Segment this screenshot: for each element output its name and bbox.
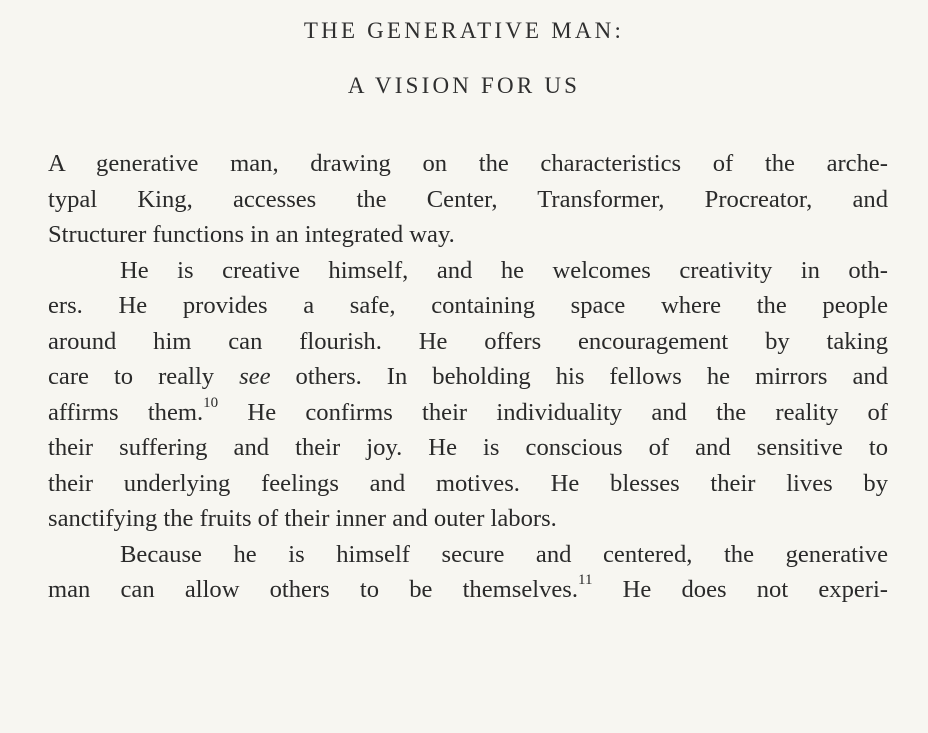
- line-text: affirms them.: [48, 398, 204, 426]
- footnote-marker-11: 11: [578, 572, 593, 588]
- paragraph-2-line-8: sanctifying the fruits of their inner and outer labors.: [48, 505, 557, 532]
- line-text: care to really: [48, 363, 240, 390]
- line-text: He does not experi-: [592, 576, 889, 603]
- footnote-marker-10: 10: [203, 394, 219, 411]
- paragraph-3-line-1: Because he is himself secure and centered, the generative: [120, 540, 888, 568]
- paragraph-2-line-4: [48, 359, 888, 395]
- paragraph-2-line-2: ers. He provides a safe, containing space where the people: [48, 292, 888, 319]
- line-text: others. In beholding his fellows he mirrors and: [270, 363, 888, 390]
- paragraph-1-line-1: A generative man, drawing on the characteristics of the arche-: [48, 150, 888, 177]
- line-text: He confirms their individuality and the reality of: [218, 398, 888, 426]
- body-text: [48, 146, 888, 608]
- paragraph-3-line-2: [48, 572, 888, 608]
- paragraph-1-line-2: typal King, accesses the Center, Transformer, Procreator, and: [48, 185, 888, 213]
- paragraph-1-line-3: Structurer functions in an integrated way.: [48, 221, 455, 248]
- paragraph-2-line-5: [48, 395, 888, 431]
- line-text: man can allow others to be themselves.: [48, 576, 579, 603]
- paragraph-2-line-7: their underlying feelings and motives. He blesses their lives by: [48, 469, 888, 497]
- emphasis-word: see: [239, 363, 271, 390]
- chapter-title-line-1: THE GENERATIVE MAN:: [303, 18, 625, 43]
- paragraph-2-line-6: their suffering and their joy. He is conscious of and sensitive to: [48, 434, 888, 461]
- chapter-title-line-2: A VISION FOR US: [347, 73, 581, 98]
- paragraph-2-line-1: He is creative himself, and he welcomes creativity in oth-: [120, 256, 888, 284]
- paragraph-2-line-3: around him can flourish. He offers encouragement by taking: [48, 327, 888, 355]
